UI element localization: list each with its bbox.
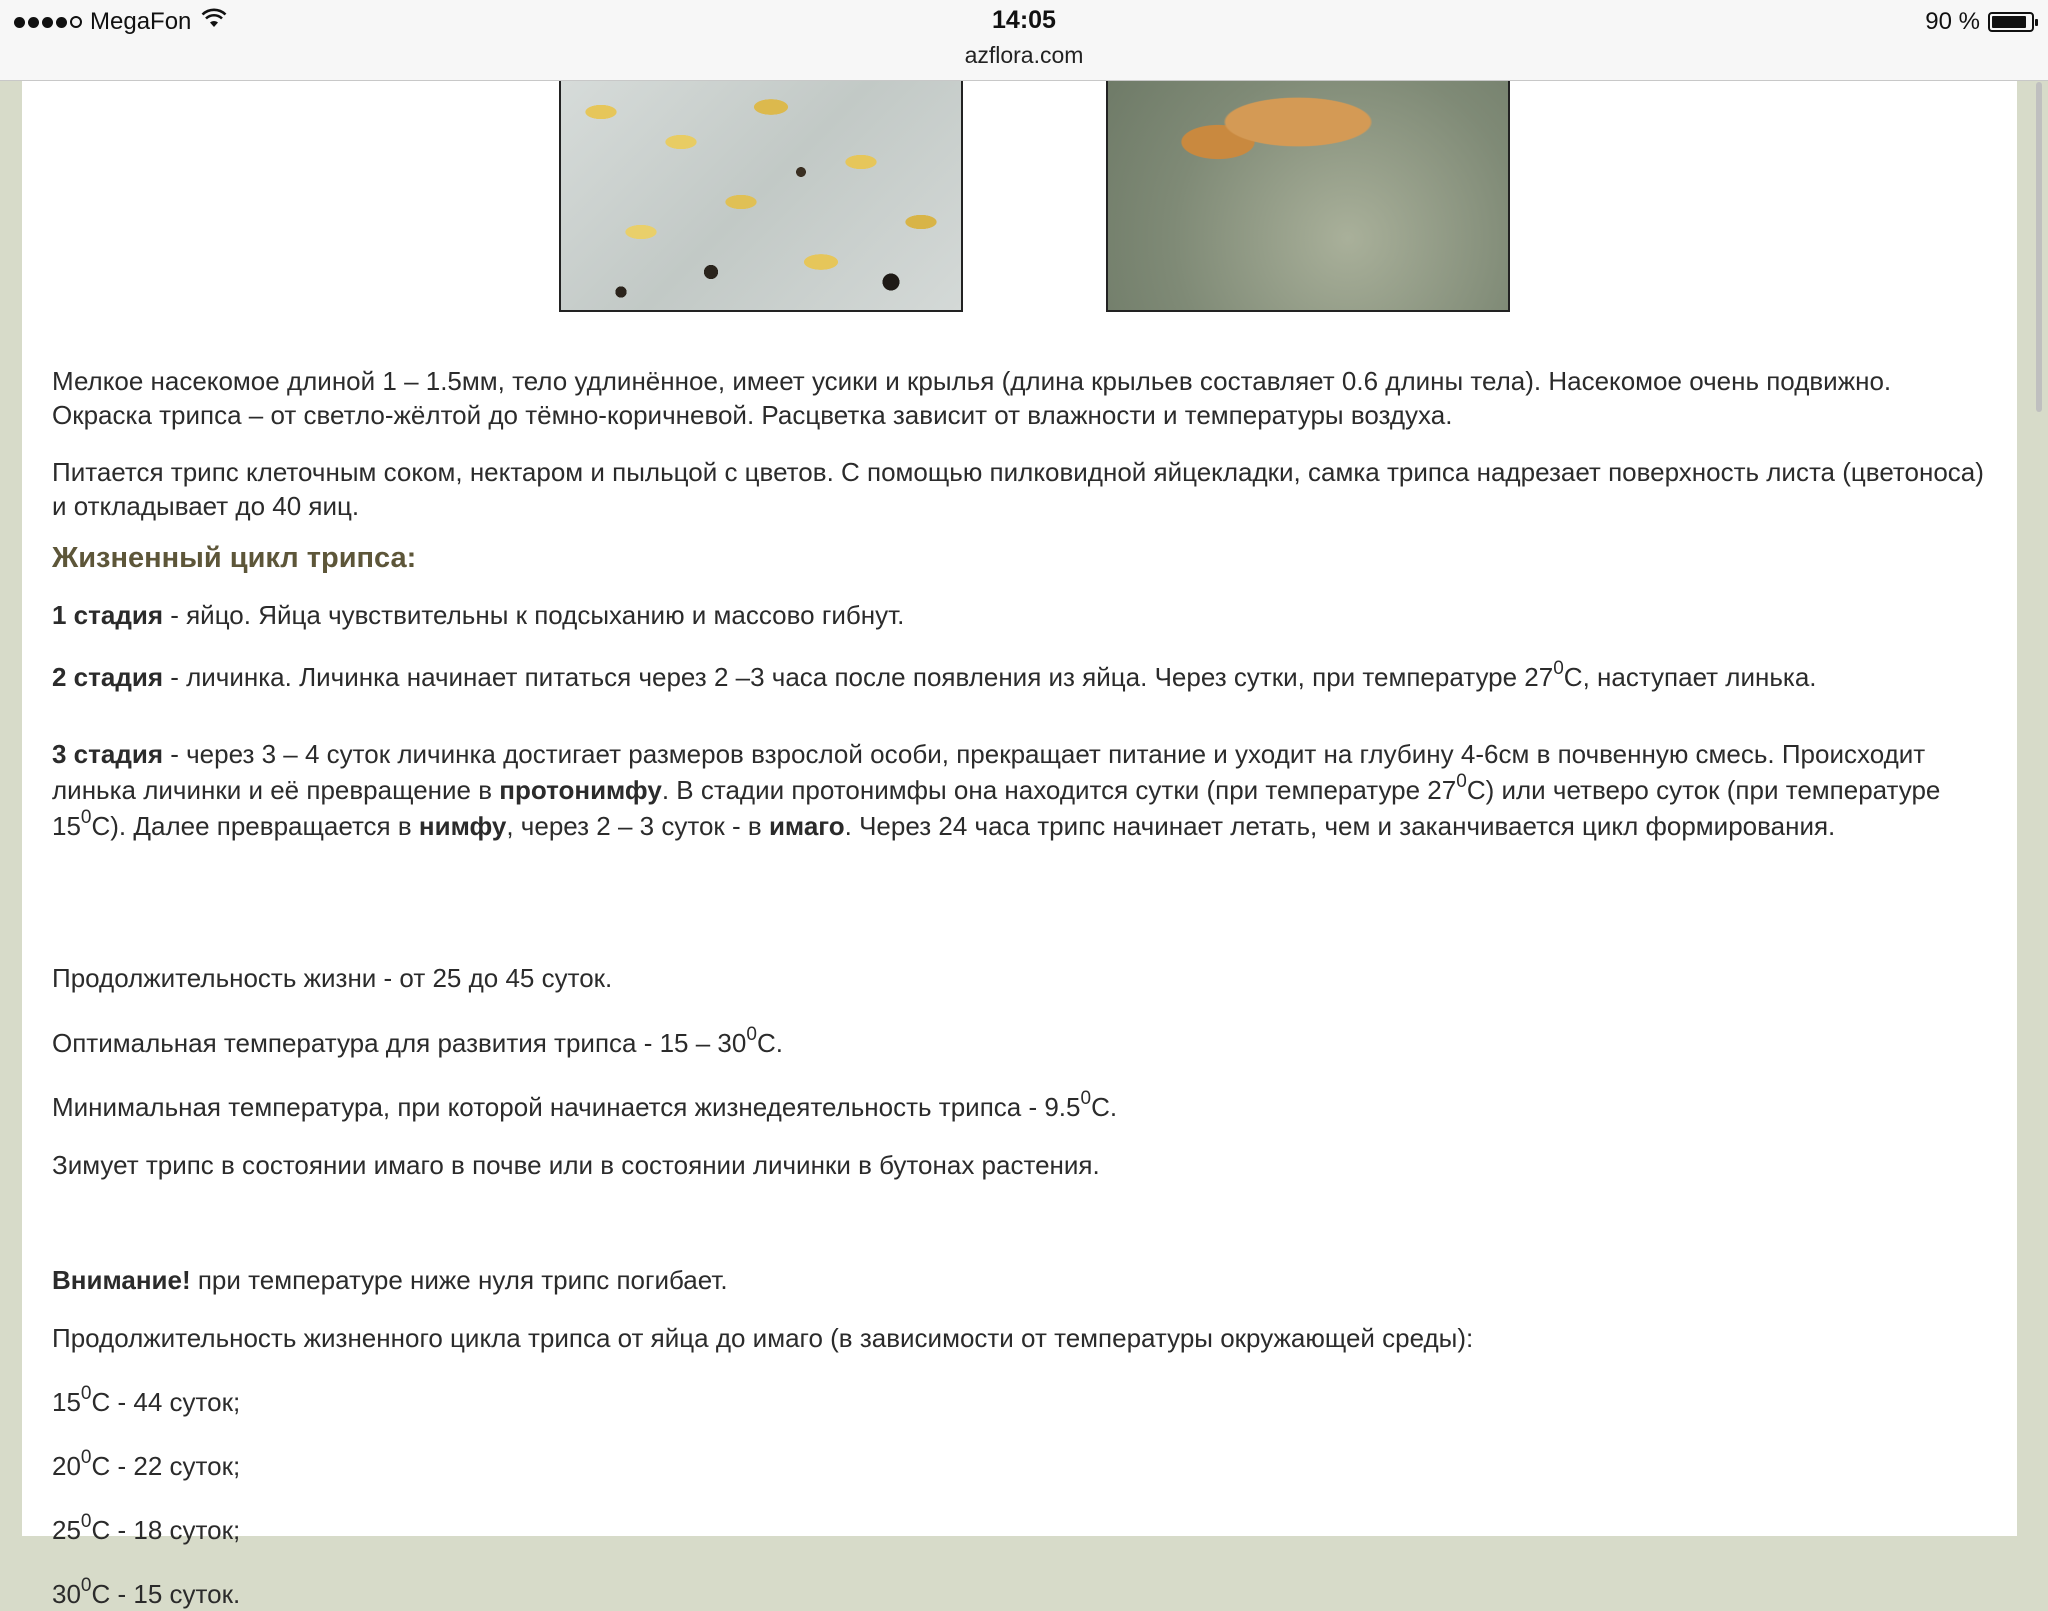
battery-percent: 90 % [1925, 8, 1980, 35]
minimal-text-a: Минимальная температура, при которой начинается жизнедеятельность трипса - 9.5 [52, 1092, 1081, 1122]
cycle-sup: 0 [80, 1511, 92, 1533]
stage-2-sup: 0 [1553, 658, 1564, 680]
stage-3-text-6: . Через 24 часа трипс начинает летать, чем и заканчивается цикл формирования. [844, 811, 1836, 841]
stage-1-text: - яйцо. Яйца чувствительны к подсыханию и массово гибнут. [163, 600, 905, 630]
stage-3-text-3: С) или четверо суток (при температуре 15 [52, 775, 1941, 841]
cycle-sup: 0 [80, 1447, 92, 1469]
battery-status [1925, 8, 2034, 36]
cycle-duration: С - 15 суток. [91, 1579, 241, 1609]
cycle-temp: 30 [52, 1579, 81, 1609]
cycle-row [52, 1449, 1987, 1483]
paragraph-description: Мелкое насекомое длиной 1 – 1.5мм, тело удлинённое, имеет усики и крылья (длина крыльев составляет 0.6 длины тела). Насекомое очень подвижно. Окраска трипса – от светло-жёлтой до тёмно-коричневой. Расцветка зависит от влажности и температуры воздуха. [52, 366, 1892, 430]
optimal-sup: 0 [746, 1024, 757, 1046]
cycle-intro: Продолжительность жизненного цикла трипса от яйца до имаго (в зависимости от температуры окружающей среды): [52, 1323, 1474, 1353]
cycle-duration: С - 18 суток; [91, 1515, 241, 1545]
stage-2-label: 2 стадия [52, 662, 163, 692]
stage-3-text-5: , через 2 – 3 суток - в [506, 811, 769, 841]
cycle-temp: 15 [52, 1387, 81, 1417]
stage-1 [52, 598, 1987, 632]
minimal-sup: 0 [1080, 1088, 1092, 1110]
carrier-name: MegaFon [90, 8, 192, 35]
photo-larvae-image [559, 70, 963, 312]
term-nymph: нимфу [418, 811, 507, 841]
term-imago: имаго [768, 811, 845, 841]
page-content[interactable] [22, 80, 2017, 1609]
term-protonymph: протонимфу [499, 775, 662, 805]
scrollbar[interactable] [2036, 82, 2042, 412]
stage-3 [52, 736, 1987, 844]
minimal-text-b: С. [1091, 1092, 1118, 1122]
stage-2-text-b: С, наступает линька. [1563, 662, 1817, 692]
attention-text: при температуре ниже нуля трипс погибает. [190, 1265, 728, 1295]
clock: 14:05 [992, 6, 1056, 34]
minimal-temperature [52, 1090, 1987, 1124]
lifespan: Продолжительность жизни - от 25 до 45 суток. [52, 963, 613, 993]
section-heading: Жизненный цикл трипса: [52, 542, 417, 574]
stage-1-label: 1 стадия [52, 600, 163, 630]
ios-status-bar [0, 0, 2048, 81]
photo-thrips-adult-image [1106, 70, 1510, 312]
cycle-row [52, 1385, 1987, 1419]
address-bar-url[interactable]: azflora.com [964, 42, 1084, 68]
wintering: Зимует трипс в состоянии имаго в почве или в состоянии личинки в бутонах растения. [52, 1150, 1100, 1180]
stage-3-sup-1: 0 [1456, 771, 1467, 793]
cycle-temp: 20 [52, 1451, 81, 1481]
stage-3-text-1: - через 3 – 4 суток личинка достигает размеров взрослой особи, прекращает питание и уходит на глубину 4-6см в почвенную смесь. Происходит линька личинки и её превращение в [52, 739, 1926, 805]
stage-3-sup-2: 0 [80, 807, 92, 829]
stage-3-label: 3 стадия [52, 739, 163, 769]
attention-label: Внимание! [52, 1265, 191, 1295]
cycle-row [52, 1577, 1987, 1611]
optimal-text-a: Оптимальная температура для развития трипса - 15 – 30 [52, 1028, 747, 1058]
cycle-sup: 0 [80, 1575, 92, 1597]
cycle-temp: 25 [52, 1515, 81, 1545]
battery-level [1992, 16, 2026, 28]
attention-note [52, 1263, 1987, 1297]
cycle-sup: 0 [80, 1383, 92, 1405]
optimal-text-b: С. [756, 1028, 783, 1058]
optimal-temperature [52, 1026, 1987, 1060]
cycle-duration: С - 44 суток; [91, 1387, 241, 1417]
battery-icon [1988, 12, 2034, 32]
cycle-duration: С - 22 суток; [91, 1451, 241, 1481]
stage-3-text-2: . В стадии протонимфы она находится сутки (при температуре 27 [661, 775, 1457, 805]
stage-2 [52, 660, 1987, 694]
cycle-row [52, 1513, 1987, 1547]
paragraph-feeding: Питается трипс клеточным соком, нектаром и пыльцой с цветов. С помощью пилковидной яйцекладки, самка трипса надрезает поверхность листа (цветоноса) и откладывает до 40 яиц. [52, 457, 1984, 521]
stage-3-text-4: С). Далее превращается в [91, 811, 419, 841]
stage-2-text-a: - личинка. Личинка начинает питаться через 2 –3 часа после появления из яйца. Через сутки, при температуре 27 [163, 662, 1554, 692]
